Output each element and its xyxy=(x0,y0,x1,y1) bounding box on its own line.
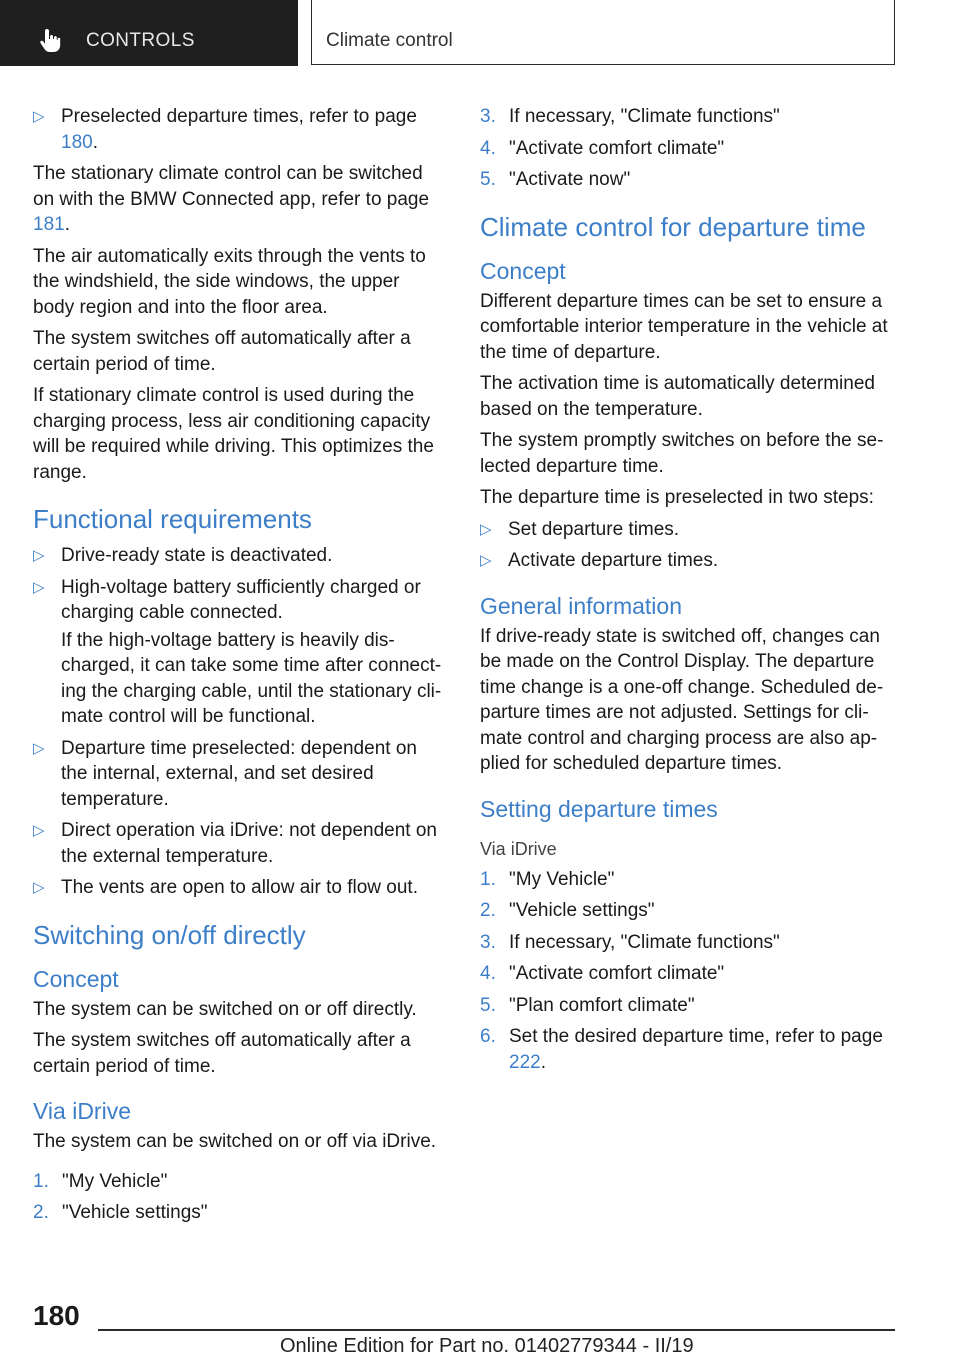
bullet-triangle-icon: ▷ xyxy=(33,108,45,125)
paragraph-text: The stationary climate control can be switched on with the BMW Connected app, refer to page xyxy=(33,163,430,210)
page-number: 180 xyxy=(33,1300,80,1331)
paragraph-concept-3: The system promptly switches on before the selected departure time. xyxy=(480,430,884,477)
paragraph-concept-1: The system can be switched on or off directly. xyxy=(33,998,417,1020)
bullet-triangle-icon: ▷ xyxy=(480,552,492,569)
step-number: 4. xyxy=(480,137,496,159)
edition-text: Online Edition for Part no. 01402779344 - II/19 xyxy=(280,1335,694,1357)
list-item xyxy=(33,736,443,813)
page-ref-link[interactable]: 181 xyxy=(33,214,65,235)
step-number: 2. xyxy=(480,900,496,921)
list-item xyxy=(480,548,898,574)
bullet-text: Departure time preselected: dependent on the internal, external, and set desired temperature. xyxy=(61,737,417,810)
paragraph-concept-2: The activation time is automatically determined based on the temperature. xyxy=(480,373,875,420)
step-text: "Activate comfort climate" xyxy=(509,137,725,159)
page-header xyxy=(0,0,960,66)
functional-requirements-heading: Functional requirements xyxy=(33,504,312,534)
bullet-text: Direct operation via iDrive: not dependent on the external temperature. xyxy=(61,820,438,867)
step-end: . xyxy=(540,1051,546,1073)
bullet-text: Set departure times. xyxy=(508,518,680,540)
bullet-end: . xyxy=(92,131,98,153)
hand-pointer-icon xyxy=(38,27,64,53)
step-number: 6. xyxy=(480,1026,496,1047)
step-number: 1. xyxy=(33,1170,49,1192)
right-column xyxy=(480,104,898,1081)
step-item xyxy=(480,993,898,1019)
concept-heading: Concept xyxy=(480,257,566,284)
paragraph-concept-4: The departure time is preselected in two steps: xyxy=(480,487,874,508)
step-text: "Vehicle settings" xyxy=(62,1202,208,1223)
bullet-triangle-icon: ▷ xyxy=(33,739,45,757)
step-item xyxy=(480,961,898,987)
step-item xyxy=(33,1169,443,1195)
step-item xyxy=(33,1200,443,1226)
bullet-triangle-icon: ▷ xyxy=(480,520,492,538)
paragraph-air: The air automatically exits through the vents to the windshield, the side windows, the upper body region and into the floor area. xyxy=(33,245,426,318)
step-text: "Activate comfort climate" xyxy=(509,963,725,984)
paragraph-general: If drive-ready state is switched off, changes can be made on the Control Display. The departure time change is a one-off change. Scheduled departure times are not adjusted. Settings for climate control and charging process are also applied for scheduled departure times. xyxy=(480,625,884,774)
chapter-title: Climate control xyxy=(326,30,453,51)
paragraph-connected xyxy=(33,161,443,238)
via-idrive-heading: Via iDrive xyxy=(33,1098,131,1124)
section-label: CONTROLS xyxy=(86,30,195,51)
step-text: If necessary, "Climate functions" xyxy=(509,106,780,127)
step-text: "Activate now" xyxy=(509,169,631,190)
bullet-text: Drive-ready state is deactivated. xyxy=(61,545,333,566)
setting-departure-heading: Setting departure times xyxy=(480,795,718,822)
step-number: 2. xyxy=(33,1202,49,1223)
paragraph-auto-off: The system switches off automatically after a certain period of time. xyxy=(33,328,411,375)
page-ref-link[interactable]: 180 xyxy=(61,131,93,153)
general-information-heading: General information xyxy=(480,592,682,619)
step-item xyxy=(480,104,898,130)
bullet-text: The vents are open to allow air to flow out. xyxy=(61,877,418,898)
step-number: 3. xyxy=(480,106,496,127)
step-item xyxy=(480,898,898,924)
via-idrive-label: Via iDrive xyxy=(480,838,557,859)
step-item xyxy=(480,1024,898,1075)
list-item xyxy=(33,875,443,901)
left-column xyxy=(33,104,443,1232)
concept-heading: Concept xyxy=(33,965,119,992)
chapter-tab xyxy=(311,0,895,65)
paragraph-concept-2: The system switches off automatically after a certain period of time. xyxy=(33,1030,411,1077)
bullet-triangle-icon: ▷ xyxy=(33,822,45,839)
departure-time-heading: Climate control for departure time xyxy=(480,211,866,242)
bullet-triangle-icon: ▷ xyxy=(33,547,45,564)
bullet-triangle-icon: ▷ xyxy=(33,578,45,596)
bullet-triangle-icon: ▷ xyxy=(33,879,45,896)
paragraph-concept-1: Different departure times can be set to ensure a comfortable interior temperature in the vehicle at the time of departure. xyxy=(480,290,888,363)
list-item xyxy=(33,575,443,730)
step-text: If necessary, "Climate functions" xyxy=(509,931,780,953)
paragraph-via-idrive: The system can be switched on or off via iDrive. xyxy=(33,1131,437,1152)
step-text: "Vehicle settings" xyxy=(509,900,655,921)
bullet-text: High-voltage battery sufficiently charged or charging cable connected. xyxy=(61,576,421,623)
step-item xyxy=(480,136,898,162)
list-item xyxy=(33,104,443,155)
paragraph-end: . xyxy=(64,214,70,235)
page-ref-link[interactable]: 222 xyxy=(509,1051,541,1073)
step-text: "My Vehicle" xyxy=(509,868,615,890)
bullet-text: Preselected departure times, refer to page xyxy=(61,106,417,127)
switching-heading: Switching on/off directly xyxy=(33,919,306,950)
list-item xyxy=(480,517,898,543)
step-item xyxy=(480,867,898,893)
step-number: 3. xyxy=(480,931,496,953)
step-item xyxy=(480,167,898,193)
step-number: 5. xyxy=(480,994,496,1016)
list-item xyxy=(33,543,443,569)
step-number: 5. xyxy=(480,169,496,190)
step-text: "My Vehicle" xyxy=(62,1170,168,1192)
paragraph-charging: If stationary climate control is used during the charging process, less air conditioning capacity will be required while driving. This optimizes the range. xyxy=(33,385,434,483)
bullet-subtext: If the high-voltage battery is heavily discharged, it can take some time after connecting the charging cable, until the stationary climate control will be functional. xyxy=(61,629,442,727)
footer-divider xyxy=(98,1329,895,1331)
bullet-text: Activate departure times. xyxy=(508,550,719,571)
step-item xyxy=(480,930,898,956)
section-tab xyxy=(0,0,298,66)
step-text: "Plan comfort climate" xyxy=(509,994,695,1016)
step-number: 4. xyxy=(480,963,496,984)
step-text: Set the desired departure time, refer to page xyxy=(509,1026,883,1047)
list-item xyxy=(33,818,443,869)
step-number: 1. xyxy=(480,868,496,890)
